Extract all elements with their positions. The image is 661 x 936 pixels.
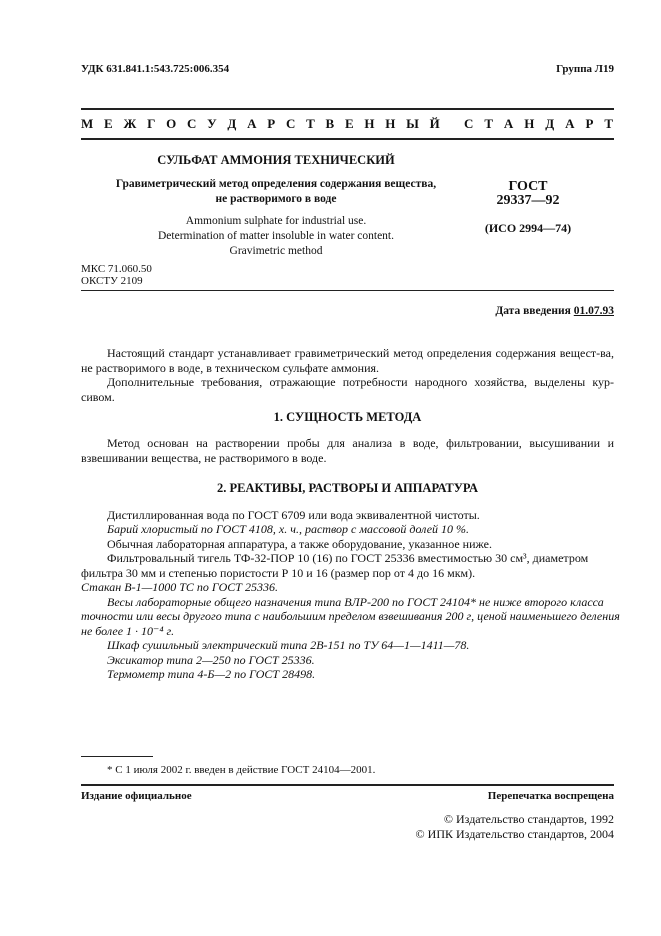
footnote: * С 1 июля 2002 г. введен в действие ГОСТ 24104—2001. [107, 764, 376, 776]
equipment-drying-oven: Шкаф сушильный электрический типа 2В-151 по ТУ 64—1—1411—78. [107, 638, 470, 652]
intro-paragraph-1: Настоящий стандарт устанавливает гравиметрический метод определения содержания вещест-ва, не растворимого в воде, в техническом сульфате аммония. [81, 346, 614, 375]
reprint-prohibited: Перепечатка воспрещена [487, 790, 614, 802]
equipment-general: Обычная лабораторная аппаратура, а также оборудование, указанное ниже. [107, 537, 492, 551]
header-divider [81, 290, 614, 291]
section-2-heading: 2. РЕАКТИВЫ, РАСТВОРЫ И АППАРАТУРА [217, 481, 478, 495]
banner-top-rule [81, 108, 614, 110]
equipment-balance-line-3: не более 1 · 10⁻⁴ г. [81, 624, 175, 638]
equipment-balance-line-2: точности или весы другого типа с наибольшим пределом взвешивания 200 г, ценой наименьшего деления [81, 609, 620, 623]
banner-word-standard: С Т А Н Д А Р Т [464, 116, 614, 131]
banner-interstate-standard [81, 116, 614, 132]
document-subtitle: Гравиметрический метод определения содержания вещества, не растворимого в воде [115, 178, 437, 205]
section-1-text: Метод основан на растворении пробы для анализа в воде, фильтровании, высушивании и взвешивании вещества, не растворимого в воде. [81, 436, 614, 465]
udk-code: УДК 631.841.1:543.725:006.354 [81, 63, 230, 75]
equipment-balance-line-1: Весы лабораторные общего назначения типа ВЛР-200 по ГОСТ 24104* не ниже второго класса [107, 595, 604, 609]
reagent-barium-chloride: Барий хлористый по ГОСТ 4108, х. ч., раствор с массовой долей 10 %. [107, 522, 470, 536]
banner-bottom-rule [81, 138, 614, 140]
document-title: СУЛЬФАТ АММОНИЯ ТЕХНИЧЕСКИЙ [157, 153, 395, 167]
footnote-rule [81, 756, 153, 757]
equipment-thermometer: Термометр типа 4-Б—2 по ГОСТ 28498. [107, 667, 316, 681]
equipment-desiccator: Эксикатор типа 2—250 по ГОСТ 25336. [107, 653, 315, 667]
classification-codes: МКС 71.060.50 ОКСТУ 2109 [81, 263, 152, 287]
equipment-crucible-line-2: фильтра 30 мм и степенью пористости Р 10 и 16 (размер пор от 4 до 16 мкм). [81, 566, 476, 580]
group-code: Группа Л19 [556, 63, 614, 75]
copyright-2004: © ИПК Издательство стандартов, 2004 [415, 827, 614, 841]
section-1-heading: 1. СУЩНОСТЬ МЕТОДА [273, 410, 422, 424]
official-edition: Издание официальное [81, 790, 192, 802]
introduction-date: Дата введения 01.07.93 [495, 305, 614, 317]
footer-rule [81, 784, 614, 786]
equipment-crucible-line-1: Фильтровальный тигель ТФ-32-ПОР 10 (16) по ГОСТ 25336 вместимостью 30 см³, диаметром [107, 551, 589, 565]
iso-reference: (ИСО 2994—74) [484, 221, 572, 235]
equipment-beaker: Стакан В-1—1000 ТС по ГОСТ 25336. [81, 580, 278, 594]
intro-paragraph-2: Дополнительные требования, отражающие потребности народного хозяйства, выделены кур-сивом. [81, 375, 614, 404]
reagent-water: Дистиллированная вода по ГОСТ 6709 или вода эквивалентной чистоты. [107, 508, 480, 522]
gost-designation: ГОСТ 29337—92 [496, 179, 560, 208]
banner-word-interstate: М Е Ж Г О С У Д А Р С Т В Е Н Н Ы Й [81, 116, 441, 131]
english-title: Ammonium sulphate for industrial use. Determination of matter insoluble in water content. Gravimetric method [158, 215, 394, 257]
copyright-1992: © Издательство стандартов, 1992 [443, 812, 614, 826]
